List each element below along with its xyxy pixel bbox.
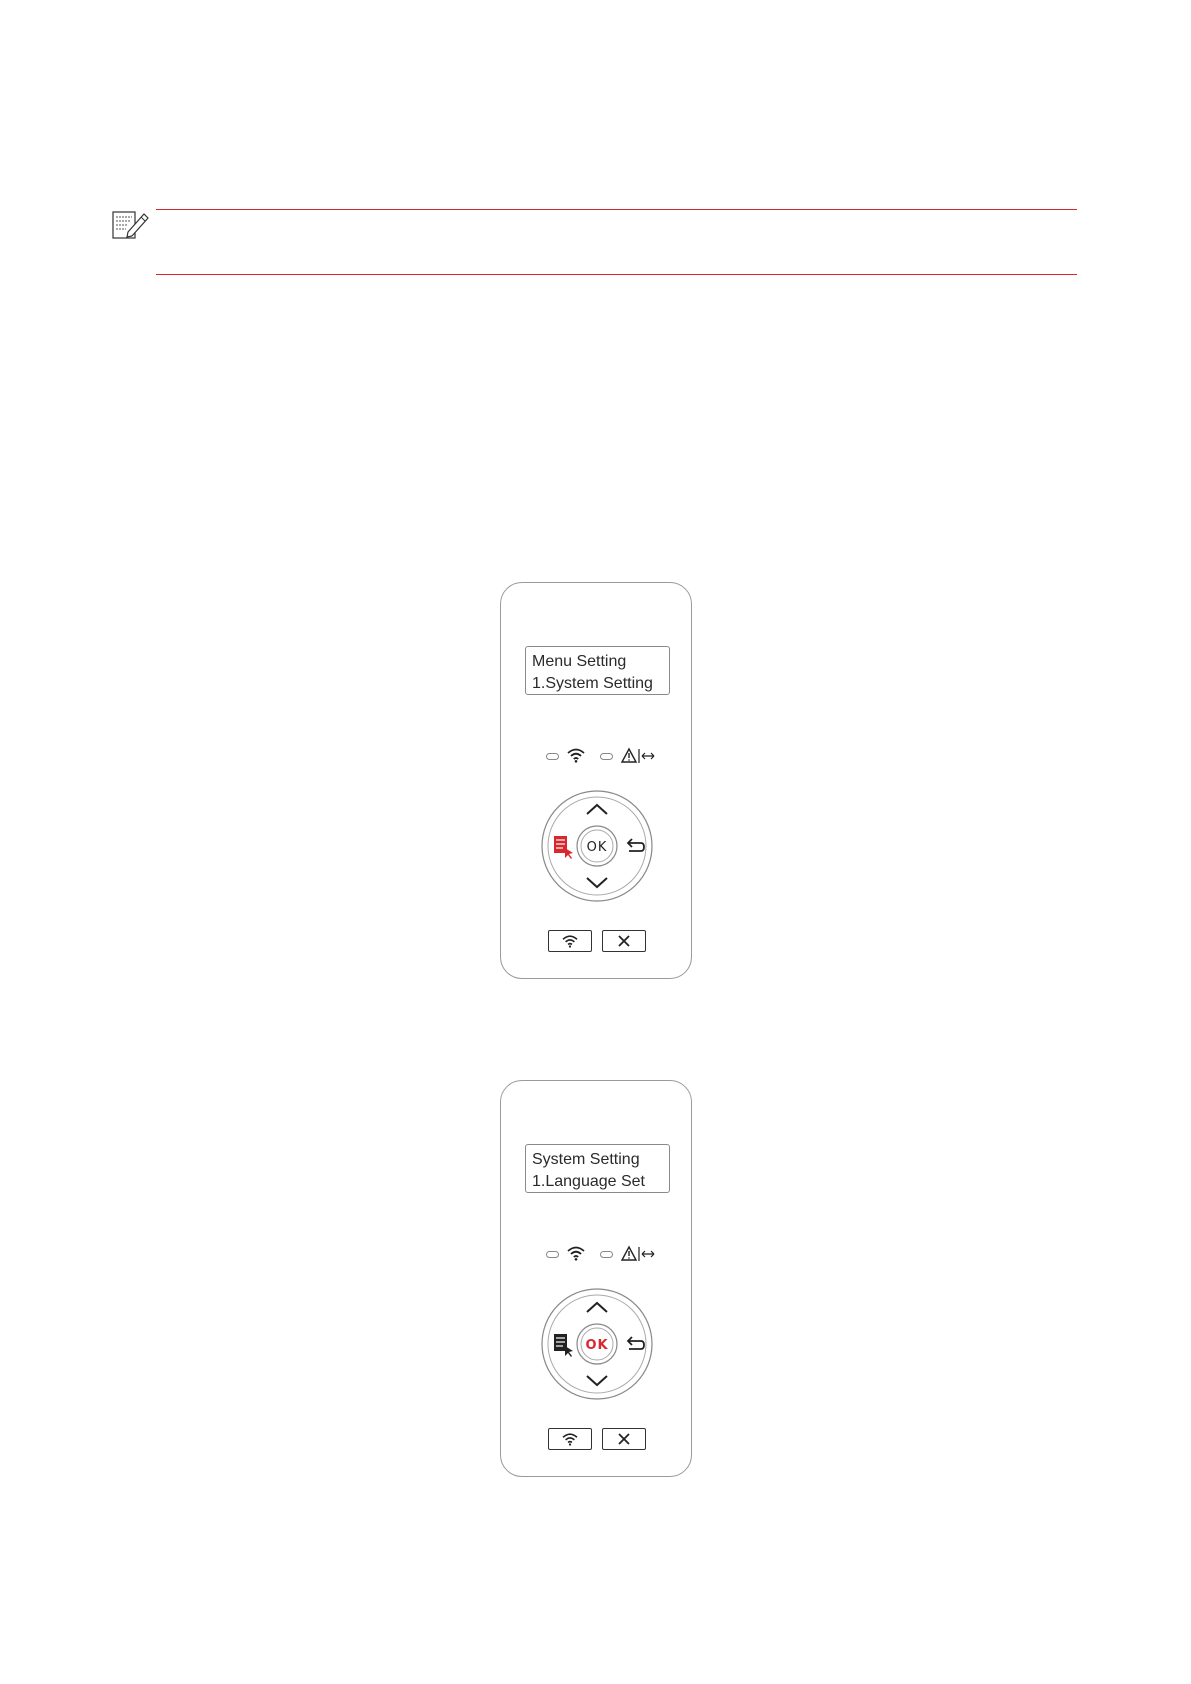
cancel-button[interactable] bbox=[602, 1428, 646, 1450]
note-rule-top bbox=[156, 209, 1077, 210]
status-led bbox=[600, 753, 613, 760]
lcd-display bbox=[525, 646, 670, 695]
warning-data-icon bbox=[621, 1245, 657, 1263]
navigation-pad[interactable] bbox=[541, 790, 653, 902]
warning-data-icon bbox=[621, 747, 657, 765]
control-panel-menu-setting bbox=[500, 582, 692, 979]
close-icon bbox=[617, 1432, 631, 1446]
control-panel-system-setting bbox=[500, 1080, 692, 1477]
ok-button[interactable]: OK bbox=[585, 1338, 609, 1353]
lcd-display bbox=[525, 1144, 670, 1193]
ok-button[interactable]: OK bbox=[586, 840, 608, 855]
wifi-button[interactable] bbox=[548, 930, 592, 952]
wifi-icon bbox=[566, 747, 586, 763]
wifi-button[interactable] bbox=[548, 1428, 592, 1450]
lcd-line-1: Menu Setting bbox=[532, 653, 627, 670]
close-icon bbox=[617, 934, 631, 948]
note-icon bbox=[112, 208, 150, 244]
navigation-pad[interactable] bbox=[541, 1288, 653, 1400]
wifi-icon bbox=[566, 1245, 586, 1261]
lcd-line-1: System Setting bbox=[532, 1151, 640, 1168]
wifi-led bbox=[546, 753, 559, 760]
wifi-led bbox=[546, 1251, 559, 1258]
lcd-line-2: 1.Language Set bbox=[532, 1173, 645, 1190]
wifi-icon bbox=[561, 934, 579, 948]
lcd-line-2: 1.System Setting bbox=[532, 675, 653, 692]
note-rule-bottom bbox=[156, 274, 1077, 275]
status-led bbox=[600, 1251, 613, 1258]
cancel-button[interactable] bbox=[602, 930, 646, 952]
wifi-icon bbox=[561, 1432, 579, 1446]
